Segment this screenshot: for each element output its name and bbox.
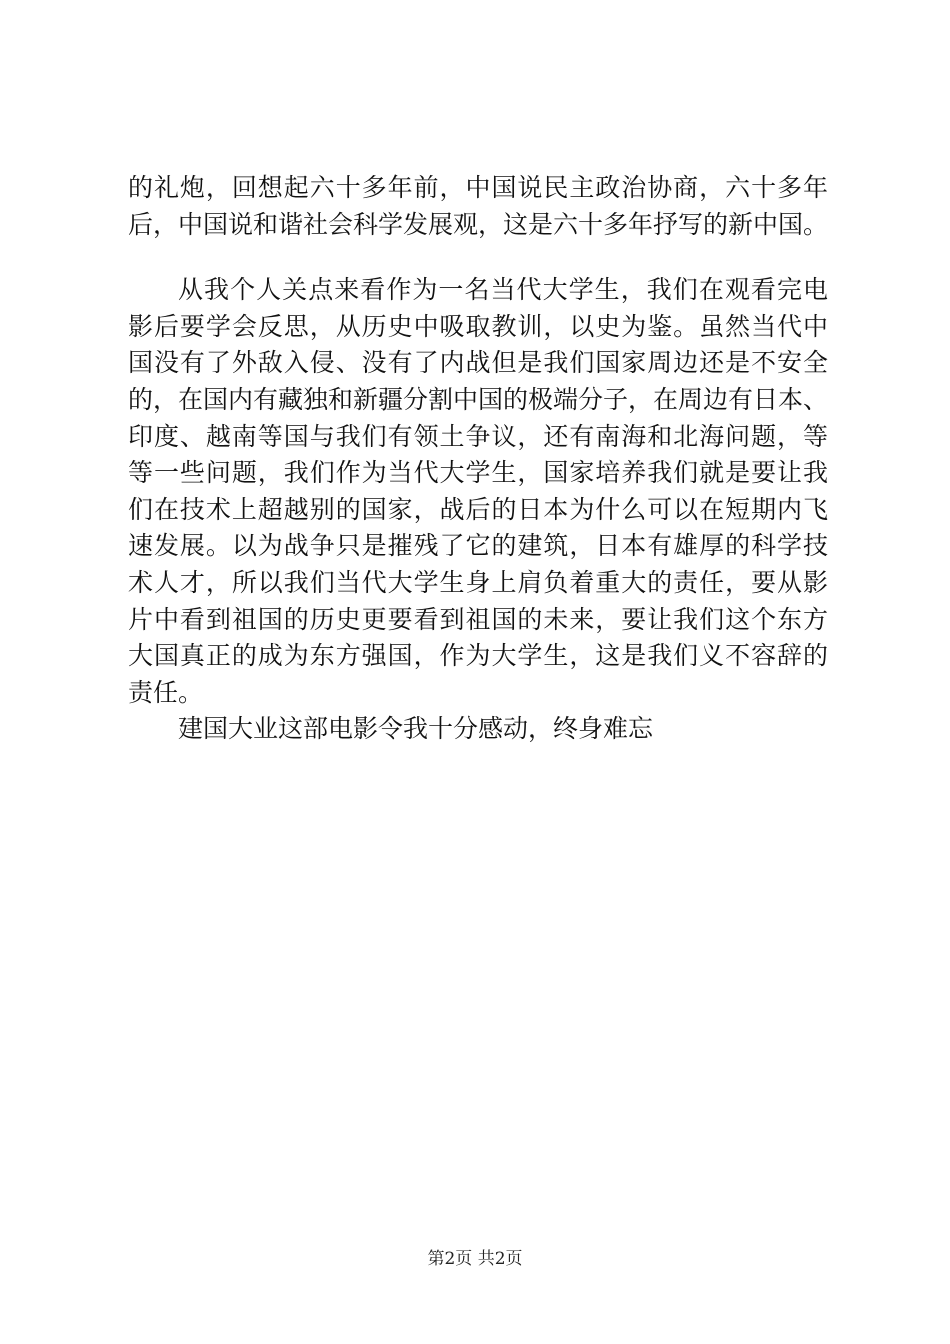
text-line: 印度、越南等国与我们有领土争议，还有南海和北海问题，等 xyxy=(128,421,828,451)
text-line: 责任。 xyxy=(128,677,204,707)
paragraph-spacer xyxy=(128,243,828,272)
text-line: 的礼炮，回想起六十多年前，中国说民主政治协商，六十多年 xyxy=(128,173,828,202)
document-body xyxy=(128,170,828,748)
text-line: 术人才，所以我们当代大学生身上肩负着重大的责任，要从影 xyxy=(128,567,828,597)
paragraph-1 xyxy=(128,170,828,243)
text-line: 片中看到祖国的历史更要看到祖国的未来，要让我们这个东方 xyxy=(128,604,828,634)
text-line: 后，中国说和谐社会科学发展观，这是六十多年抒写的新中国。 xyxy=(128,209,828,239)
text-line: 影后要学会反思，从历史中吸取教训，以史为鉴。虽然当代中 xyxy=(128,311,828,341)
text-line: 等一些问题，我们作为当代大学生，国家培养我们就是要让我 xyxy=(128,458,828,488)
page-footer: 第2页 共2页 xyxy=(427,1249,523,1269)
text-line: 的，在国内有藏独和新疆分割中国的极端分子，在周边有日本、 xyxy=(128,384,828,414)
text-line: 大国真正的成为东方强国，作为大学生，这是我们义不容辞的 xyxy=(128,641,828,671)
text-line: 建国大业这部电影令我十分感动，终身难忘 xyxy=(178,714,654,744)
paragraph-3 xyxy=(128,711,828,748)
text-line: 从我个人关点来看作为一名当代大学生，我们在观看完电 xyxy=(178,275,828,305)
text-line: 们在技术上超越别的国家，战后的日本为什么可以在短期内飞 xyxy=(128,494,828,524)
text-line: 国没有了外敌入侵、没有了内战但是我们国家周边还是不安全 xyxy=(128,348,828,378)
paragraph-2 xyxy=(128,272,828,711)
text-line: 速发展。以为战争只是摧残了它的建筑，日本有雄厚的科学技 xyxy=(128,531,828,561)
